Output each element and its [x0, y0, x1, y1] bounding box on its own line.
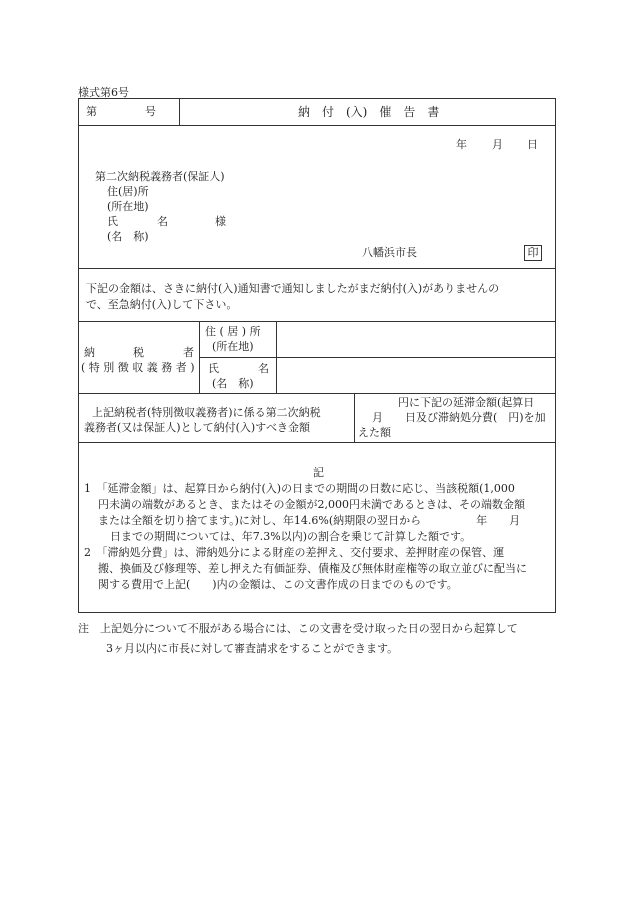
addressee-address-label: 住(居)所 — [107, 185, 149, 198]
note-2-line-1: 2 「滞納処分費」は、滞納処分による財産の差押え、交付要求、差押財産の保管、運 — [84, 546, 505, 559]
seal-stamp: 印 — [524, 245, 542, 261]
addressee-title: 第二次納税義務者(保証人) — [95, 170, 225, 183]
notice-line-1: 下記の金額は、さきに納付(入)通知書で通知しましたがまだ納付(入)がありませんの — [86, 282, 500, 295]
date-day: 日 — [527, 138, 538, 151]
taxpayer-label-2: 税 — [133, 346, 144, 359]
divider — [78, 321, 556, 322]
divider — [78, 442, 556, 443]
note-1-line-1: 1 「延滞金額」は、起算日から納付(入)の日までの期間の日数に応じ、当該税額(1,000 — [84, 482, 515, 495]
amount-value-line-2: 月 日及び滞納処分費( 円)を加 — [372, 411, 546, 424]
divider — [179, 98, 180, 125]
taxpayer-label-sub: ( 特 別 徴 収 義 務 者 ) — [81, 361, 195, 374]
addressee-entity-label: (名 称) — [107, 230, 149, 243]
taxpayer-label-1: 納 — [84, 346, 95, 359]
date-year: 年 — [456, 138, 467, 151]
note-1-line-3: または全額を切り捨てます。)に対し、年14.6%(納期限の翌日から 年 月 — [98, 514, 521, 527]
addressee-name-label-2: 名 — [157, 215, 168, 228]
address-sub-label: (所在地) — [212, 340, 254, 353]
name-label-1: 氏 — [208, 362, 219, 375]
divider — [199, 321, 200, 393]
note-2-line-2: 搬、換価及び修理等、差し押えた有価証券、債権及び無体財産権等の取立並びに配当に — [98, 562, 527, 575]
date-month: 月 — [492, 138, 503, 151]
form-id: 様式第6号 — [78, 86, 129, 99]
address-label: 住 ( 居 ) 所 — [205, 325, 261, 338]
taxpayer-label-3: 者 — [183, 346, 194, 359]
issuer-name: 八幡浜市長 — [362, 246, 417, 259]
name-label-2: 名 — [258, 362, 269, 375]
amount-value-line-1: 円に下記の延滞金額(起算日 — [398, 396, 535, 409]
document-title: 納 付 (入) 催 告 書 — [298, 105, 440, 119]
note-1-line-2: 円未満の端数があるとき、またはその金額が2,000円未満であるときは、その端数金額 — [98, 498, 526, 511]
number-label-prefix: 第 — [86, 105, 97, 118]
footnote-line-1: 注 上記処分について不服がある場合には、この文書を受け取った日の翌日から起算して — [78, 622, 518, 635]
note-1-line-4: 日までの期間については、年7.3%以内)の割合を乗じて計算した額です。 — [110, 530, 472, 543]
notice-line-2: で、至急納付(入)して下さい。 — [86, 298, 238, 311]
addressee-location-label: (所在地) — [107, 200, 149, 213]
notes-title: 記 — [313, 466, 324, 479]
note-2-line-3: 関する費用で上記( )内の金額は、この文書作成の日までのものです。 — [98, 578, 458, 591]
divider — [354, 393, 355, 442]
amount-label-line-1: 上記納税者(特別徴収義務者)に係る第二次納税 — [92, 406, 321, 419]
divider — [78, 268, 556, 269]
name-sub-label: (名 称) — [212, 377, 254, 390]
addressee-name-label-1: 氏 — [107, 215, 118, 228]
addressee-honorific: 様 — [215, 215, 226, 228]
number-label-suffix: 号 — [145, 105, 156, 118]
divider — [199, 357, 556, 358]
divider — [276, 321, 277, 393]
footnote-line-2: 3ヶ月以内に市長に対して審査請求をすることができます。 — [106, 642, 399, 655]
amount-value-line-3: えた額 — [358, 426, 391, 439]
divider — [78, 125, 556, 126]
amount-label-line-2: 義務者(又は保証人)として納付(入)すべき金額 — [84, 421, 310, 434]
divider — [78, 393, 556, 394]
